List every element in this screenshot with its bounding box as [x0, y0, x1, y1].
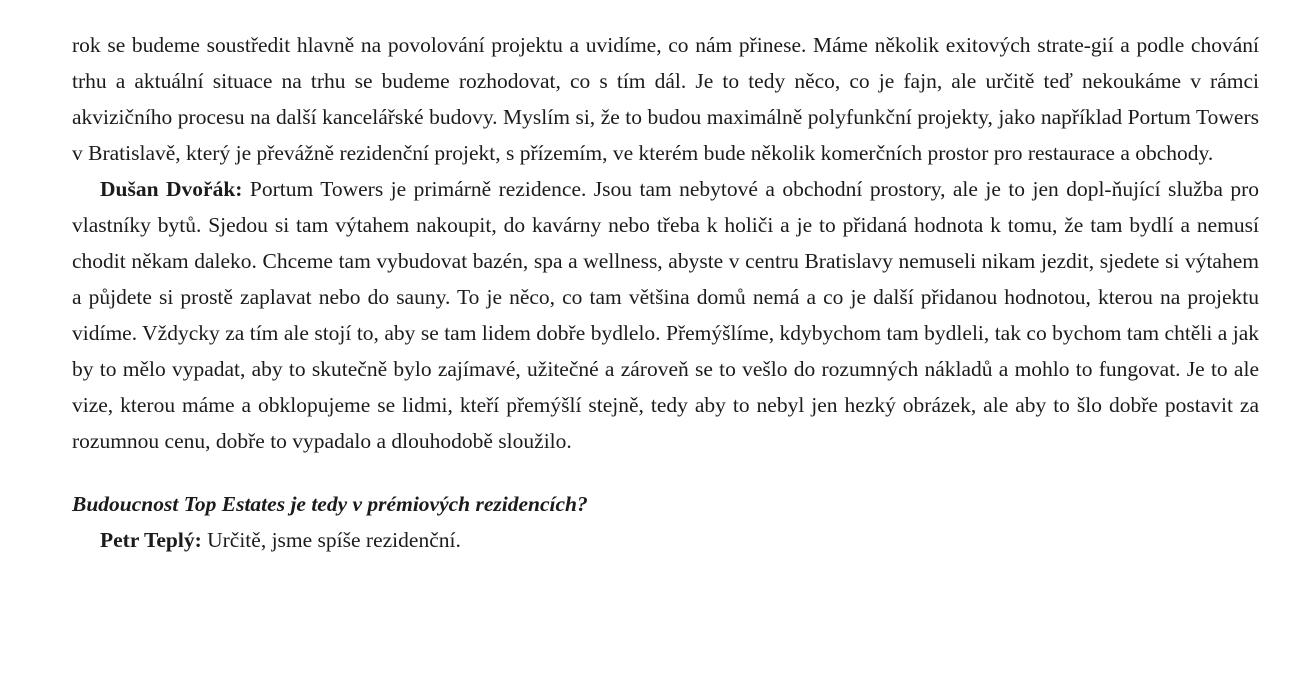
paragraph-text: rok se budeme soustředit hlavně na povolování projektu a uvidíme, co nám přinese. Máme několik exitových strate-gií a podle chování trhu a aktuální situace na trhu se budeme rozhodovat, co s tím dál. Je to tedy něco, co je fajn, ale určitě teď nekoukáme v rámci akvizičního procesu na další kancelářské budovy. Myslím si, že to budou maximálně polyfunkční projekty, jako například Portum Towers v Bratislavě, který je převážně rezidenční projekt, s přízemím, ve kterém bude několik komerčních prostor pro restaurace a obchody.: [72, 33, 1259, 165]
paragraph-continuation: [72, 27, 1259, 171]
paragraph-answer-dvorak: [72, 171, 1259, 459]
speaker-name: Dušan Dvořák:: [100, 177, 243, 201]
paragraph-answer-teply: [72, 522, 1259, 558]
article-body: [72, 27, 1259, 558]
answer-text: Určitě, jsme spíše rezidenční.: [201, 528, 461, 552]
speaker-name: Petr Teplý:: [100, 528, 202, 552]
answer-text: Portum Towers je primárně rezidence. Jsou tam nebytové a obchodní prostory, ale je to jen dopl-ňující služba pro vlastníky bytů. Sjedou si tam výtahem nakoupit, do kavárny nebo třeba k holiči a je to přidaná hodnota k tomu, že tam bydlí a nemusí chodit někam daleko. Chceme tam vybudovat bazén, spa a wellness, abyste v centru Bratislavy nemuseli nikam jezdit, sjedete si výtahem a půjdete si prostě zaplavat nebo do sauny. To je něco, co tam většina domů nemá a co je další přidanou hodnotou, kterou na projektu vidíme. Vždycky za tím ale stojí to, aby se tam lidem dobře bydlelo. Přemýšlíme, kdybychom tam bydleli, tak co bychom tam chtěli a jak by to mělo vypadat, aby to skutečně bylo zajímavé, užitečné a zároveň se to vešlo do rozumných nákladů a mohlo to fungovat. Je to ale vize, kterou máme a obklopujeme se lidmi, kteří přemýšlí stejně, tedy aby to nebyl jen hezký obrázek, ale aby to šlo dobře postavit za rozumnou cenu, dobře to vypadalo a dlouhodobě sloužilo.: [72, 177, 1260, 453]
interview-question: Budoucnost Top Estates je tedy v prémiových rezidencích?: [72, 492, 588, 516]
